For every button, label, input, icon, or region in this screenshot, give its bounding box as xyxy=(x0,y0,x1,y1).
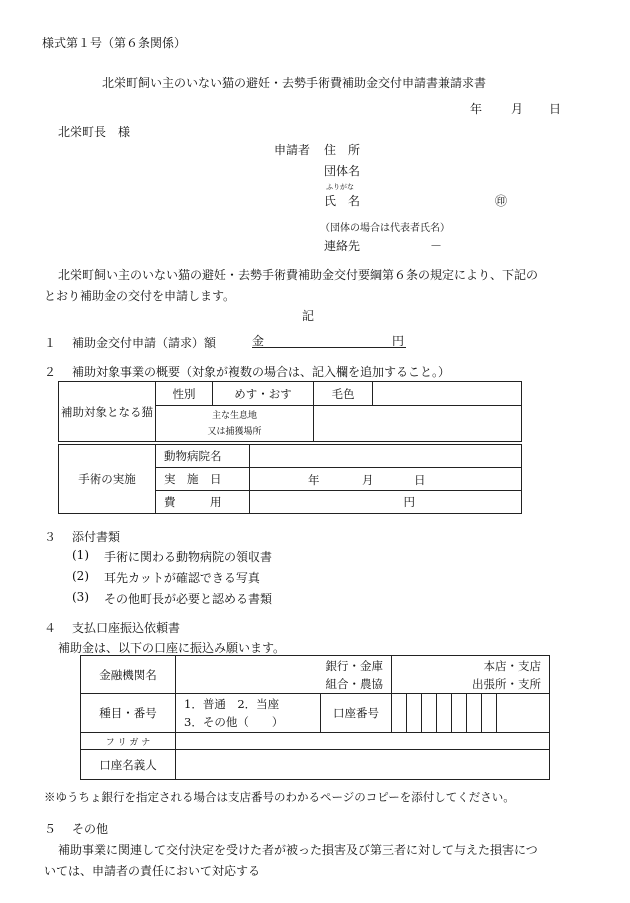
seal-mark: ㊞ xyxy=(495,194,508,208)
habitat-label-line-1: 主な生息地 xyxy=(211,410,257,421)
attachment-item-3: その他町長が必要と認める書類 xyxy=(104,592,273,606)
representative-note: （団体の場合は代表者氏名） xyxy=(320,223,450,234)
section-5-label: その他 xyxy=(72,822,109,836)
contact-label: 連絡先 xyxy=(324,239,361,253)
intro-line-1: 北栄町飼い主のいない猫の避妊・去勢手術費補助金交付要綱第６条の規定により、下記の xyxy=(58,268,539,282)
date-month: 月 xyxy=(511,102,524,116)
section-2-number: ２ xyxy=(44,365,57,379)
account-digit-6[interactable] xyxy=(467,694,482,733)
date-day: 日 xyxy=(549,102,562,116)
project-summary-table xyxy=(58,381,522,442)
habitat-label-line-2: 又は捕獲場所 xyxy=(207,426,262,437)
account-digit-8[interactable] xyxy=(497,694,550,733)
furigana-row-label: フ リ ガ ナ xyxy=(81,733,176,750)
section-5-number: ５ xyxy=(44,822,57,836)
color-label: 毛色 xyxy=(314,382,373,406)
sex-label: 性別 xyxy=(156,382,213,406)
sex-options[interactable]: めす・おす xyxy=(213,382,314,406)
ki-heading: 記 xyxy=(302,309,315,323)
surgery-table xyxy=(58,444,522,514)
furigana-label: ふりがな xyxy=(326,183,354,191)
bank-type-line-1: 銀行・金庫 xyxy=(325,658,383,673)
section-4-number: ４ xyxy=(44,621,57,635)
date-field-year: 年 xyxy=(308,473,320,487)
amount-field[interactable] xyxy=(252,332,406,348)
cat-header: 補助対象となる猫 xyxy=(59,382,156,442)
bank-account-table xyxy=(80,655,550,780)
attachment-item-1: 手術に関わる動物病院の領収書 xyxy=(104,550,273,564)
color-field[interactable] xyxy=(373,382,522,406)
furigana-field[interactable] xyxy=(176,733,550,750)
branch-type-line-1: 本店・支店 xyxy=(483,658,541,673)
form-number: 様式第１号（第６条関係） xyxy=(42,36,187,50)
habitat-label xyxy=(156,406,314,442)
applicant-label: 申請者 xyxy=(274,143,311,157)
applicant-group-label: 団体名 xyxy=(324,164,361,178)
habitat-field[interactable] xyxy=(314,406,522,442)
section-4-lead: 補助金は、以下の口座に振込み願います。 xyxy=(58,641,286,655)
account-digit-7[interactable] xyxy=(482,694,497,733)
attachment-item-3-number: (3) xyxy=(72,590,89,604)
account-digit-2[interactable] xyxy=(407,694,422,733)
applicant-name-label: 氏 名 xyxy=(324,194,361,208)
account-number-label: 口座番号 xyxy=(321,694,392,733)
attachment-item-1-number: (1) xyxy=(72,548,89,562)
bank-type-options[interactable] xyxy=(176,656,392,694)
date-field-month: 月 xyxy=(362,473,374,487)
applicant-address-label: 住 所 xyxy=(324,143,361,157)
hospital-label: 動物病院名 xyxy=(156,445,250,468)
account-digit-4[interactable] xyxy=(437,694,452,733)
branch-type-options[interactable] xyxy=(392,656,550,694)
date-year: 年 xyxy=(470,102,483,116)
account-digit-1[interactable] xyxy=(392,694,407,733)
account-type-line-2: 3．その他（ ） xyxy=(184,715,284,729)
yen-label: 円 xyxy=(391,334,404,348)
section-5-line-2: いては、申請者の責任において対応する xyxy=(44,864,261,878)
attachment-item-2: 耳先カットが確認できる写真 xyxy=(104,571,260,585)
section-1-number: １ xyxy=(44,336,57,350)
bank-type-line-2: 組合・農協 xyxy=(325,676,383,691)
yucho-note: ※ゆうちょ銀行を指定される場合は支店番号のわかるページのコピーを添付してください。 xyxy=(44,790,515,804)
cost-label: 費 用 xyxy=(156,491,250,514)
section-2-label: 補助対象事業の概要（対象が複数の場合は、記入欄を追加すること。） xyxy=(72,365,451,379)
date-field[interactable] xyxy=(250,468,522,491)
account-holder-label: 口座名義人 xyxy=(81,750,176,780)
bank-name-label: 金融機関名 xyxy=(81,656,176,694)
section-5-line-1: 補助事業に関連して交付決定を受けた者が被った損害及び第三者に対して与えた損害につ xyxy=(58,843,538,857)
date-label: 実 施 日 xyxy=(156,468,250,491)
account-type-label: 種目・番号 xyxy=(81,694,176,733)
branch-type-line-2: 出張所・支所 xyxy=(472,676,541,691)
section-4-label: 支払口座振込依頼書 xyxy=(72,621,181,635)
section-1-label: 補助金交付申請（請求）額 xyxy=(72,336,217,350)
account-type-options[interactable] xyxy=(176,694,321,733)
account-type-line-1: 1．普通 2．当座 xyxy=(184,697,280,711)
section-3-label: 添付書類 xyxy=(72,530,121,544)
section-3-number: ３ xyxy=(44,530,57,544)
account-digit-3[interactable] xyxy=(422,694,437,733)
date-field-day: 日 xyxy=(414,473,426,487)
page-title: 北栄町飼い主のいない猫の避妊・去勢手術費補助金交付申請書兼請求書 xyxy=(102,76,487,90)
cost-field[interactable]: 円 xyxy=(250,491,522,514)
account-holder-field[interactable] xyxy=(176,750,550,780)
contact-dash: － xyxy=(430,239,443,253)
account-digit-5[interactable] xyxy=(452,694,467,733)
addressee: 北栄町長 様 xyxy=(58,125,131,139)
hospital-field[interactable] xyxy=(250,445,522,468)
attachment-item-2-number: (2) xyxy=(72,569,89,583)
kin-label: 金 xyxy=(252,334,265,348)
surgery-header: 手術の実施 xyxy=(59,445,156,514)
intro-line-2: とおり補助金の交付を申請します。 xyxy=(44,289,236,303)
